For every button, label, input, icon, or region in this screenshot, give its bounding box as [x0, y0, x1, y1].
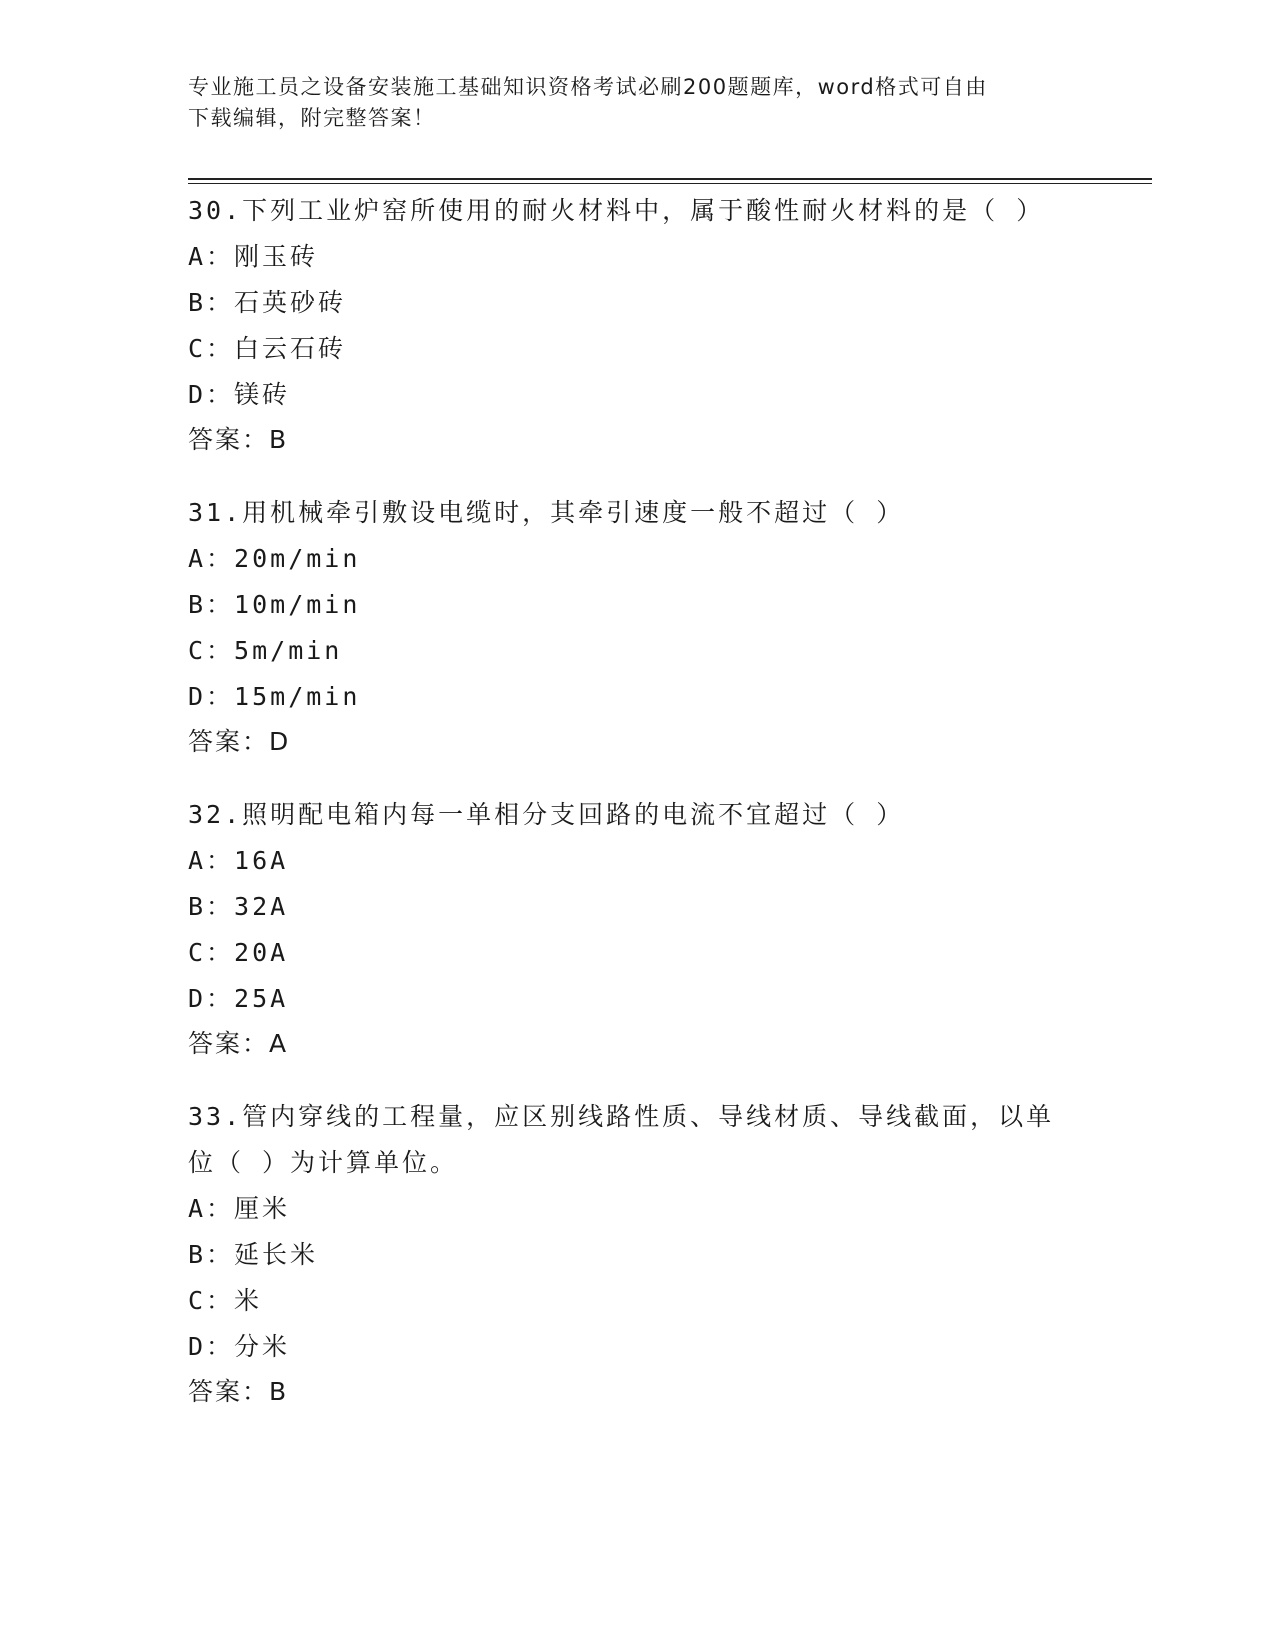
option-a: A：刚玉砖 — [188, 242, 319, 271]
option-d: D：25A — [188, 984, 289, 1013]
header-line-1: 专业施工员之设备安装施工基础知识资格考试必刷200题题库，word格式可自由 — [188, 75, 988, 99]
question-stem: 33.管内穿线的工程量，应区别线路性质、导线材质、导线截面，以单 — [188, 1102, 1055, 1131]
question-stem-continued: 位（ ）为计算单位。 — [188, 1148, 459, 1177]
option-a: A：20m/min — [188, 544, 361, 573]
option-b: B：32A — [188, 892, 289, 921]
question-31 — [188, 490, 1108, 764]
option-b: B：10m/min — [188, 590, 361, 619]
question-stem: 30.下列工业炉窑所使用的耐火材料中，属于酸性耐火材料的是（ ） — [188, 196, 1045, 225]
option-c: C：20A — [188, 938, 289, 967]
answer-label: 答案：D — [188, 727, 291, 756]
question-stem: 31.用机械牵引敷设电缆时，其牵引速度一般不超过（ ） — [188, 498, 905, 527]
header-line-2: 下载编辑，附完整答案！ — [188, 106, 436, 130]
option-d: D：分米 — [188, 1332, 291, 1361]
answer-label: 答案：B — [188, 425, 289, 454]
question-stem: 32.照明配电箱内每一单相分支回路的电流不宜超过（ ） — [188, 800, 905, 829]
option-c: C：米 — [188, 1286, 263, 1315]
document-header — [188, 72, 1088, 134]
header-divider — [188, 178, 1152, 180]
option-c: C：白云石砖 — [188, 334, 347, 363]
option-d: D：镁砖 — [188, 380, 291, 409]
question-list — [188, 188, 1108, 1442]
answer-label: 答案：B — [188, 1377, 289, 1406]
option-a: A：厘米 — [188, 1194, 291, 1223]
question-32 — [188, 792, 1108, 1066]
answer-label: 答案：A — [188, 1029, 289, 1058]
option-b: B：延长米 — [188, 1240, 319, 1269]
question-33 — [188, 1094, 1108, 1414]
option-c: C：5m/min — [188, 636, 343, 665]
question-30 — [188, 188, 1108, 462]
option-a: A：16A — [188, 846, 289, 875]
option-d: D：15m/min — [188, 682, 361, 711]
option-b: B：石英砂砖 — [188, 288, 347, 317]
header-divider-thin — [188, 183, 1152, 184]
